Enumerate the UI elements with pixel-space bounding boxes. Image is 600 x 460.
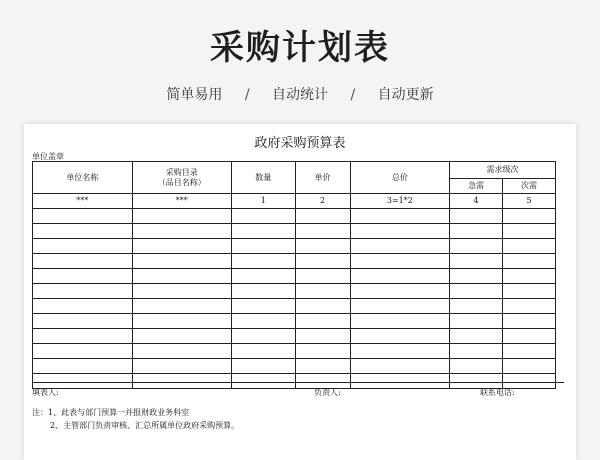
unit-stamp-label: 单位盖章 xyxy=(32,152,64,161)
table-cell[interactable] xyxy=(132,284,232,299)
table-cell[interactable] xyxy=(450,284,503,299)
table-cell[interactable] xyxy=(503,359,556,374)
header-quantity: 数量 xyxy=(232,162,296,194)
table-cell[interactable] xyxy=(132,254,232,269)
filler-label: 填表人: xyxy=(32,388,59,397)
table-cell[interactable] xyxy=(232,209,296,224)
table-row xyxy=(33,329,556,344)
table-cell[interactable] xyxy=(295,224,350,239)
table-cell[interactable] xyxy=(132,359,232,374)
table-cell[interactable] xyxy=(33,299,133,314)
header-next: 次需 xyxy=(503,179,556,194)
table-cell[interactable] xyxy=(33,359,133,374)
table-cell[interactable] xyxy=(295,254,350,269)
table-cell[interactable] xyxy=(295,209,350,224)
header-total: 总价 xyxy=(350,162,450,194)
table-cell[interactable] xyxy=(132,314,232,329)
header-demand-level: 需求级次 xyxy=(450,162,556,179)
budget-sheet xyxy=(24,124,576,460)
table-cell[interactable] xyxy=(450,344,503,359)
table-cell[interactable] xyxy=(232,344,296,359)
table-cell[interactable] xyxy=(295,314,350,329)
tag-auto-update: 自动更新 xyxy=(377,87,434,103)
table-row xyxy=(33,284,556,299)
table-cell[interactable] xyxy=(295,284,350,299)
table-cell[interactable] xyxy=(450,299,503,314)
table-cell[interactable] xyxy=(450,239,503,254)
table-cell[interactable] xyxy=(132,329,232,344)
table-row xyxy=(33,224,556,239)
table-cell[interactable] xyxy=(33,314,133,329)
table-cell[interactable] xyxy=(503,314,556,329)
table-cell[interactable] xyxy=(232,224,296,239)
table-row xyxy=(33,359,556,374)
table-cell[interactable]: 4 xyxy=(450,194,503,209)
table-cell[interactable] xyxy=(295,239,350,254)
table-cell[interactable] xyxy=(350,209,450,224)
table-cell[interactable] xyxy=(450,329,503,344)
page-title: 采购计划表 xyxy=(210,28,390,68)
table-row xyxy=(33,239,556,254)
phone-label: 联系电话: xyxy=(480,388,515,397)
table-cell[interactable] xyxy=(132,239,232,254)
tag-separator: / xyxy=(350,87,356,103)
table-cell[interactable] xyxy=(232,239,296,254)
table-row xyxy=(33,314,556,329)
table-cell[interactable] xyxy=(503,284,556,299)
table-cell[interactable]: *** xyxy=(132,194,232,209)
table-cell[interactable] xyxy=(350,239,450,254)
table-cell[interactable] xyxy=(350,284,450,299)
table-cell[interactable] xyxy=(33,284,133,299)
table-cell[interactable] xyxy=(450,209,503,224)
table-cell[interactable] xyxy=(503,344,556,359)
table-cell[interactable]: 1 xyxy=(232,194,296,209)
table-row xyxy=(33,269,556,284)
table-cell[interactable] xyxy=(132,299,232,314)
signature-line xyxy=(32,382,564,401)
table-cell[interactable] xyxy=(132,269,232,284)
table-cell[interactable] xyxy=(450,224,503,239)
table-cell[interactable] xyxy=(350,329,450,344)
table-cell[interactable] xyxy=(350,344,450,359)
table-cell[interactable] xyxy=(503,209,556,224)
table-cell[interactable] xyxy=(33,329,133,344)
table-cell[interactable] xyxy=(232,329,296,344)
table-cell[interactable] xyxy=(350,224,450,239)
header-urgent: 急需 xyxy=(450,179,503,194)
header-catalog xyxy=(132,162,232,194)
table-row xyxy=(33,254,556,269)
table-cell[interactable] xyxy=(232,314,296,329)
table-cell[interactable] xyxy=(232,359,296,374)
table-cell[interactable] xyxy=(295,344,350,359)
table-cell[interactable] xyxy=(232,269,296,284)
table-cell[interactable] xyxy=(503,239,556,254)
table-cell[interactable] xyxy=(503,269,556,284)
tagline xyxy=(0,84,600,104)
table-cell[interactable] xyxy=(132,209,232,224)
header-catalog-line1: 采购目录 xyxy=(165,167,198,177)
table-cell[interactable] xyxy=(450,359,503,374)
table-cell[interactable] xyxy=(132,344,232,359)
table-cell[interactable] xyxy=(232,299,296,314)
table-row xyxy=(33,299,556,314)
table-cell[interactable] xyxy=(33,224,133,239)
table-cell[interactable] xyxy=(450,254,503,269)
table-cell[interactable] xyxy=(350,299,450,314)
table-cell[interactable] xyxy=(295,269,350,284)
table-cell[interactable] xyxy=(503,254,556,269)
table-cell[interactable] xyxy=(350,314,450,329)
table-cell[interactable] xyxy=(132,224,232,239)
table-cell[interactable] xyxy=(232,284,296,299)
table-cell[interactable] xyxy=(503,224,556,239)
notes xyxy=(32,406,239,432)
note-2: 2、主管部门负责审核、汇总所属单位政府采购预算。 xyxy=(50,421,240,430)
table-cell[interactable] xyxy=(33,209,133,224)
table-cell[interactable] xyxy=(450,314,503,329)
table-cell[interactable] xyxy=(295,299,350,314)
table-cell[interactable] xyxy=(33,269,133,284)
tag-separator: / xyxy=(244,87,250,103)
header-unit-price: 单价 xyxy=(295,162,350,194)
table-cell[interactable] xyxy=(295,359,350,374)
table-row xyxy=(33,194,556,209)
table-cell[interactable] xyxy=(33,254,133,269)
table-row xyxy=(33,344,556,359)
document-title: 政府采购预算表 xyxy=(254,136,346,151)
budget-table xyxy=(32,161,556,389)
header-catalog-line2: （品目名称） xyxy=(157,177,206,187)
table-cell[interactable]: 3=1*2 xyxy=(350,194,450,209)
header-unit-name: 单位名称 xyxy=(33,162,133,194)
table-cell[interactable]: 5 xyxy=(503,194,556,209)
table-cell[interactable] xyxy=(33,239,133,254)
table-cell[interactable] xyxy=(232,254,296,269)
table-cell[interactable] xyxy=(33,344,133,359)
table-cell[interactable]: 2 xyxy=(295,194,350,209)
table-cell[interactable] xyxy=(503,329,556,344)
table-cell[interactable] xyxy=(450,269,503,284)
table-cell[interactable] xyxy=(295,329,350,344)
table-cell[interactable]: *** xyxy=(33,194,133,209)
tag-easy: 简单易用 xyxy=(166,87,223,103)
table-cell[interactable] xyxy=(503,299,556,314)
table-cell[interactable] xyxy=(350,359,450,374)
table-row xyxy=(33,209,556,224)
person-in-charge-label: 负责人: xyxy=(314,388,341,397)
table-cell[interactable] xyxy=(350,269,450,284)
table-cell[interactable] xyxy=(350,254,450,269)
note-1: 注：1、此表与部门预算一并报财政业务科室 xyxy=(32,408,190,417)
tag-auto-stats: 自动统计 xyxy=(272,87,328,103)
